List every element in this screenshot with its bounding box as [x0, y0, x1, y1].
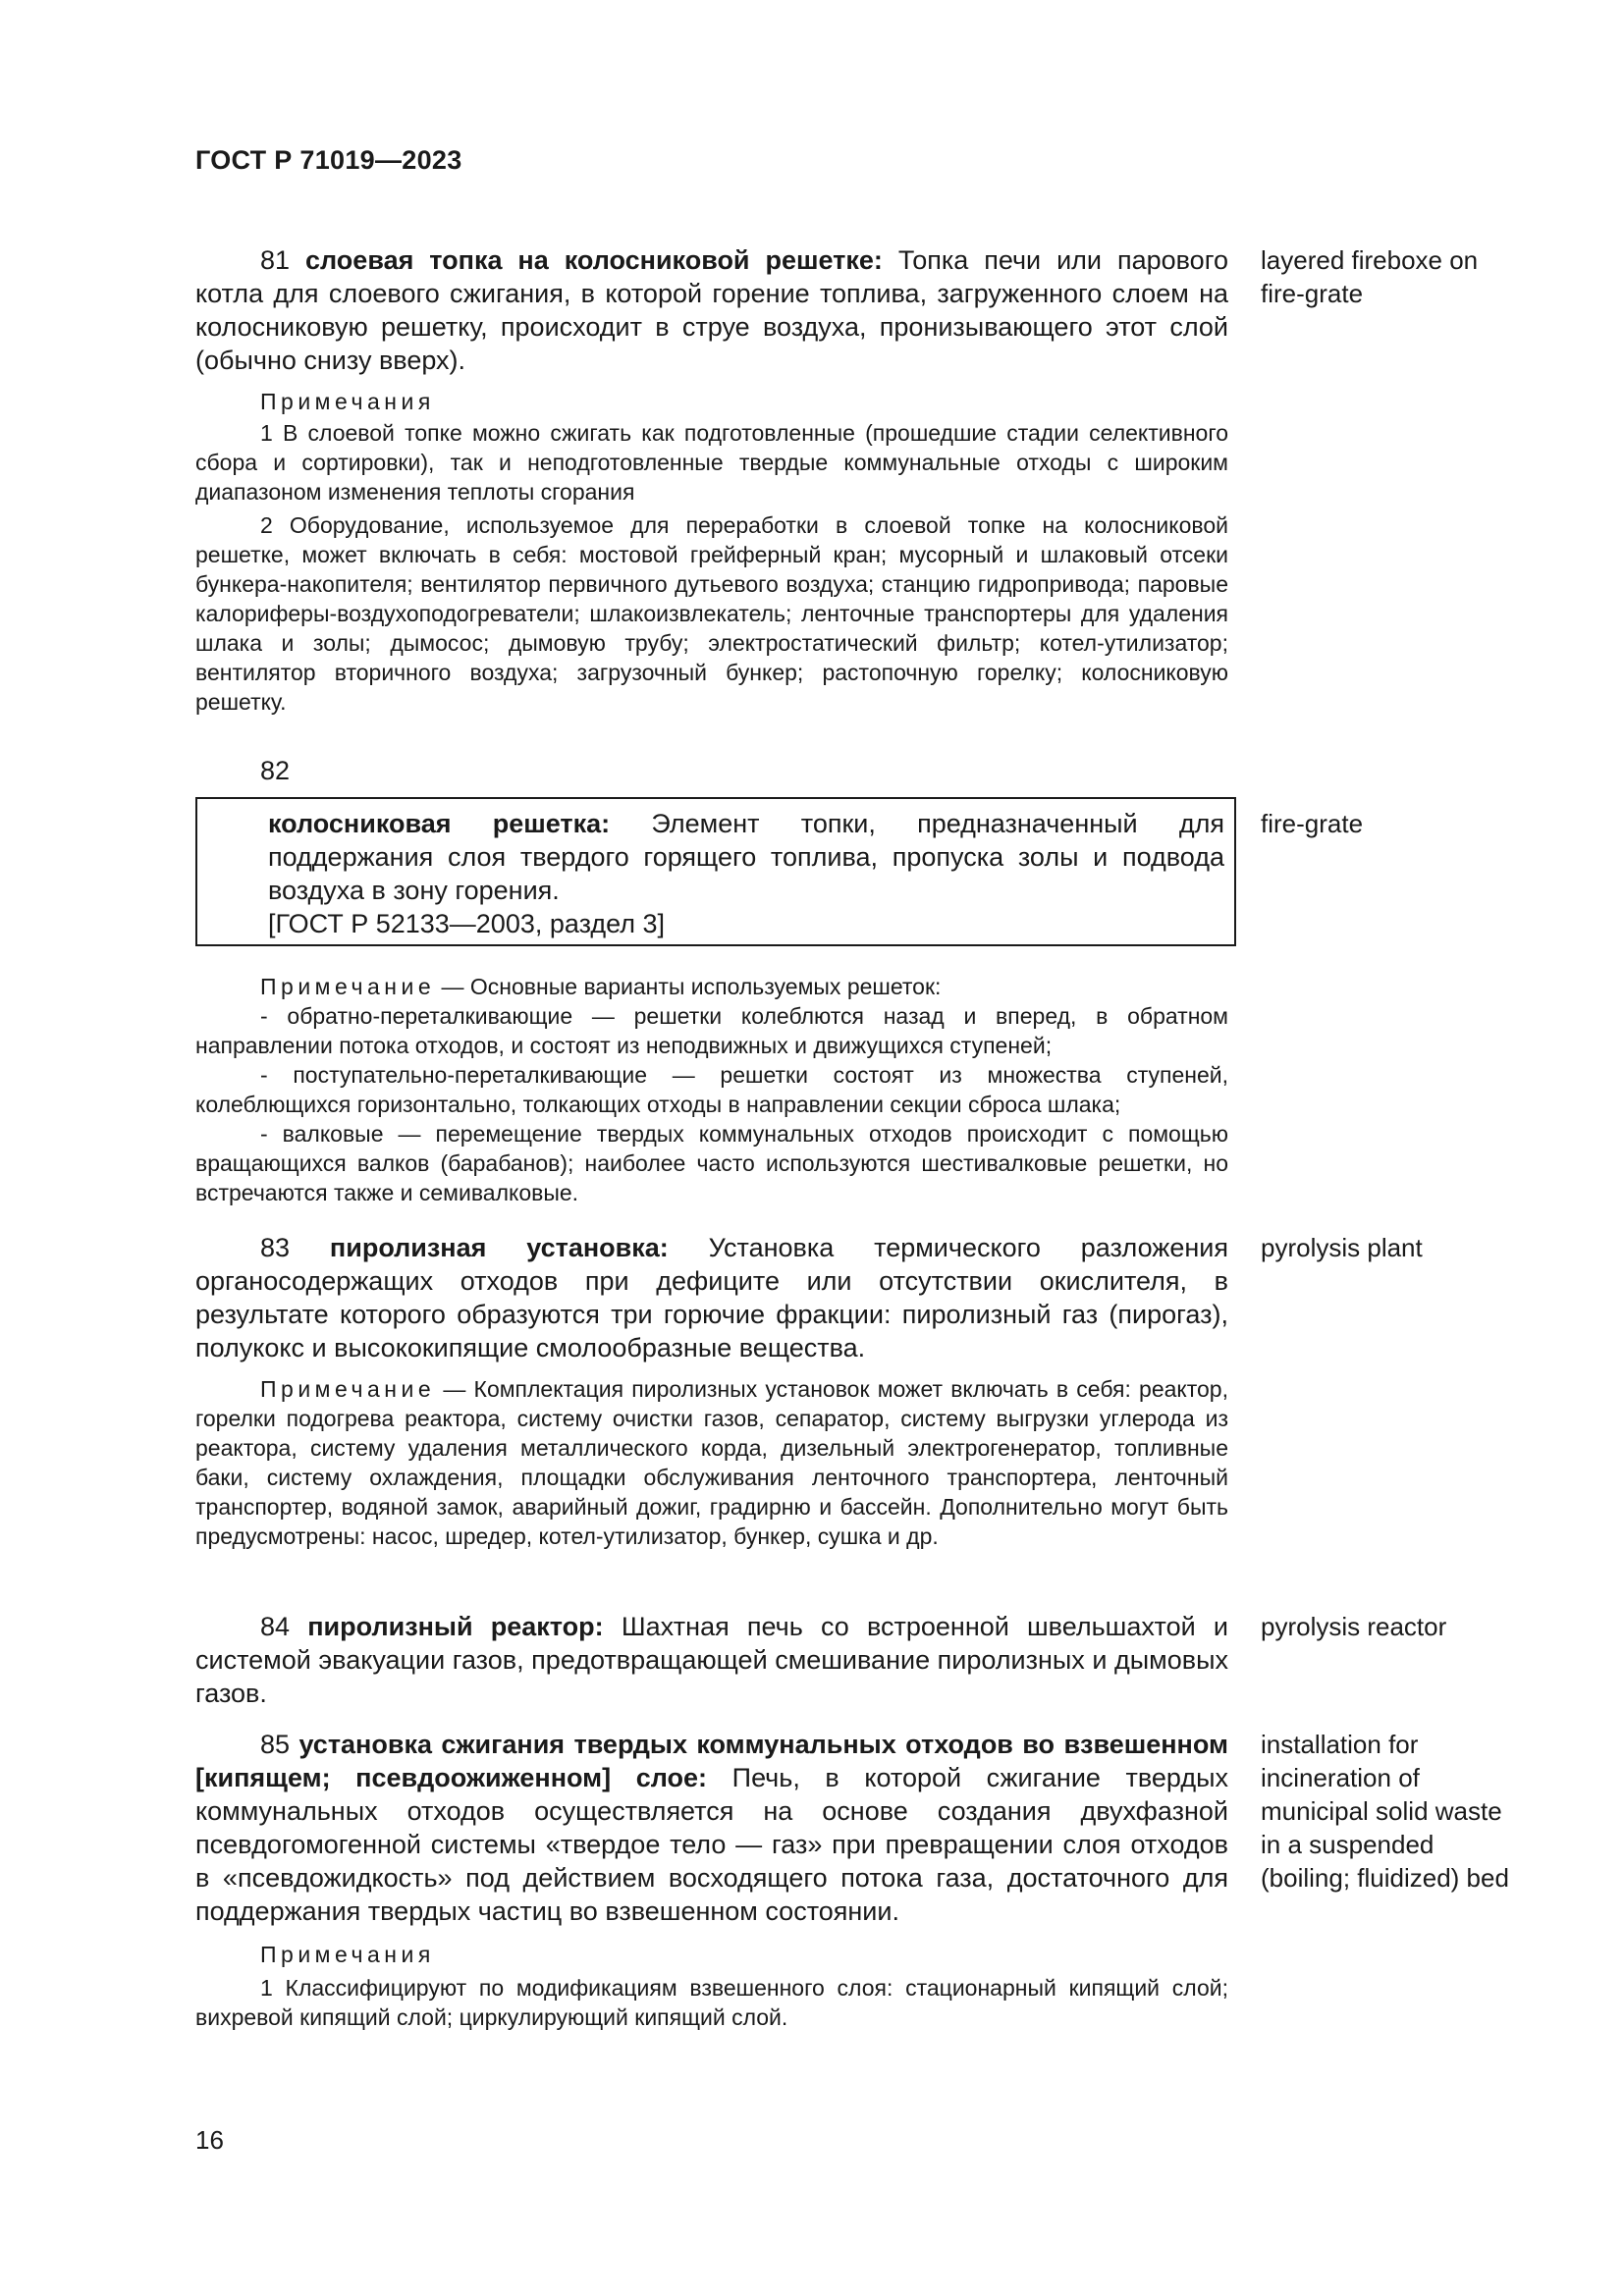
entry-81-number: 81 — [260, 245, 291, 275]
entry-82-text — [268, 807, 1224, 907]
entry-82-variant-2: - поступательно-переталкивающие — решетки состоят из множества ступеней, колеблющихся горизонтально, толкающих отходы в направлении секции сброса шлака; — [195, 1062, 1228, 1117]
entry-83-number: 83 — [260, 1233, 291, 1262]
entry-81 — [195, 243, 1228, 717]
page-number: 16 — [195, 2125, 224, 2155]
entry-85-definition: Печь, в которой сжигание твердых коммунальных отходов осуществляется на основе создания двухфазной псевдогомогенной системы «твердое тело — газ» при превращении слоя отходов в «псевдожидкость» под действием восходящего потока газа, достаточного для поддержания твердых частиц во взвешенном состоянии. — [195, 1763, 1228, 1926]
entry-82-number: 82 — [260, 756, 291, 785]
entry-82-variant-3: - валковые — перемещение твердых коммунальных отходов происходит с помощью вращающихся валков (барабанов); наиболее часто используются шестивалковые решетки, но встречаются также и семивалковые. — [195, 1121, 1228, 1205]
entry-81-text — [195, 243, 1228, 377]
entry-82-number-line — [195, 754, 1228, 787]
entry-82-note-title: Примечание — [260, 974, 436, 999]
entry-83-english: pyrolysis plant — [1261, 1233, 1423, 1262]
entry-85-text — [195, 1728, 1228, 1928]
entry-83-term: пиролизная установка: — [329, 1233, 669, 1262]
entry-85 — [195, 1728, 1228, 2032]
entry-84-definition: Шахтная печь со встроенной швельшахтой и системой эвакуации газов, предотвращающей смешивание пиролизных и дымовых газов. — [195, 1612, 1228, 1708]
entry-83 — [195, 1231, 1228, 1551]
entry-84-number: 84 — [260, 1612, 291, 1641]
entry-83-definition: Установка термического разложения органосодержащих отходов при дефиците или отсутствии окислителя, в результате которого образуются три горючие фракции: пиролизный газ (пирогаз), полукокс и высококипящие смолообразные вещества. — [195, 1233, 1228, 1362]
entry-83-note — [195, 1374, 1228, 1551]
entry-83-text — [195, 1231, 1228, 1364]
entry-82-note-intro-text: — Основные варианты используемых решеток: — [441, 974, 942, 999]
standard-header: ГОСТ Р 71019—2023 — [195, 145, 462, 175]
entry-82-definition: Элемент топки, предназначенный для поддержания слоя твердого горящего топлива, пропуска золы и подвода воздуха в зону горения. — [268, 809, 1224, 905]
entry-82-term: колосниковая решетка: — [268, 809, 611, 838]
entry-81-term: слоевая топка на колосниковой решетке: — [305, 245, 883, 275]
entry-84 — [195, 1610, 1228, 1710]
entry-82-variant-1: - обратно-переталкивающие — решетки колеблются назад и вперед, в обратном направлении потока отходов, и состоят из неподвижных и движущихся ступеней; — [195, 1003, 1228, 1058]
entry-85-term: установка сжигания твердых коммунальных отходов во взвешенном [кипящем; псевдоожиженном] слое: — [195, 1730, 1228, 1792]
entry-82-box — [195, 797, 1236, 946]
entry-82-source: [ГОСТ Р 52133—2003, раздел 3] — [268, 909, 666, 938]
entry-84-term: пиролизный реактор: — [307, 1612, 604, 1641]
entry-85-english: installation for incineration of municipal solid waste in a suspended (boiling; fluidized) bed — [1261, 1730, 1509, 1893]
entry-82-english: fire-grate — [1261, 809, 1364, 838]
entry-82-note-intro — [195, 972, 1228, 1001]
entry-84-text — [195, 1610, 1228, 1710]
entry-81-note-2: 2 Оборудование, используемое для переработки в слоевой топке на колосниковой решетке, может включать в себя: мостовой грейферный кран; мусорный и шлаковый отсеки бункера-накопителя; вентилятор первичного дутьевого воздуха; станцию гидропривода; паровые калориферы-воздухоподогреватели; шлакоизвлекатель; ленточные транспортеры для удаления шлака и золы; дымосос; дымовую трубу; электростатический фильтр; котел-утилизатор; вентилятор вторичного воздуха; загрузочный бункер; растопочную горелку; колосниковую решетку. — [195, 512, 1228, 715]
entry-81-notes-title: Примечания — [260, 389, 435, 414]
entry-84-english: pyrolysis reactor — [1261, 1612, 1447, 1641]
entry-82-note-block — [195, 972, 1228, 1207]
entry-83-note-text: — Комплектация пиролизных установок может включать в себя: реактор, горелки подогрева реактора, систему очистки газов, сепаратор, систему выгрузки углерода из реактора, систему удаления металлического корда, дизельный электрогенератор, топливные баки, систему охлаждения, площадки обслуживания ленточного транспортера, ленточный транспортер, водяной замок, аварийный дожиг, градирню и бассейн. Дополнительно могут быть предусмотрены: насос, шредер, котел-утилизатор, бункер, сушка и др. — [195, 1376, 1228, 1549]
entry-85-number: 85 — [260, 1730, 291, 1759]
entry-81-note-1: 1 В слоевой топке можно сжигать как подготовленные (прошедшие стадии селективного сбора и сортировки), так и неподготовленные твердые коммунальные отходы с широким диапазоном изменения теплоты сгорания — [195, 420, 1228, 505]
entry-81-definition: Топка печи или парового котла для слоевого сжигания, в которой горение топлива, загруженного слоем на колосниковую решетку, происходит в струе воздуха, пронизывающего этот слой (обычно снизу вверх). — [195, 245, 1228, 375]
entry-83-note-title: Примечание — [260, 1376, 436, 1402]
entry-85-note-1: 1 Классифицируют по модификациям взвешенного слоя: стационарный кипящий слой; вихревой кипящий слой; циркулирующий кипящий слой. — [195, 1975, 1228, 2030]
entry-85-notes-title: Примечания — [260, 1942, 435, 1967]
entry-81-english: layered fireboxe on fire-grate — [1261, 245, 1479, 308]
